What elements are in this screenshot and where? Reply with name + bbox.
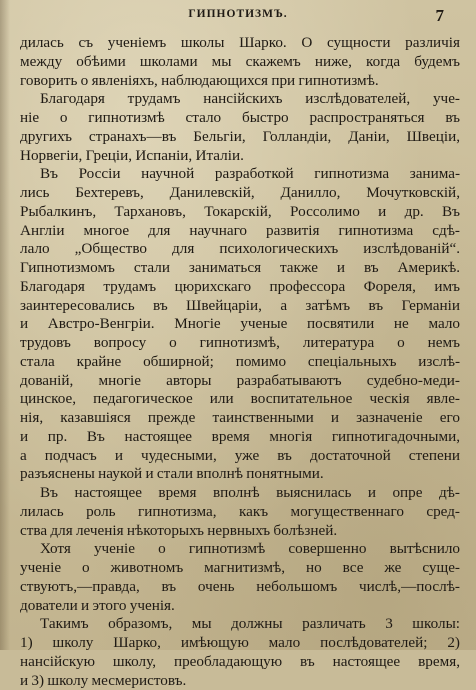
text-line: другихъ странахъ—въ Бельгіи, Голландіи, Даніи, Швеціи, bbox=[20, 128, 460, 147]
text-line: цинское, педагогическое или воспитательное ческія явле- bbox=[20, 390, 460, 409]
text-line: а подчасъ и чудесными, уже въ достаточной степени bbox=[20, 447, 460, 466]
text-line: ніе о гипнотизмѣ стало быстро распространяться въ bbox=[20, 109, 460, 128]
paragraph bbox=[20, 540, 460, 615]
text-line: Рыбалкинъ, Тархановъ, Токарскій, Россолимо и др. Въ bbox=[20, 203, 460, 222]
page-edge-shadow bbox=[0, 0, 10, 650]
text-line: ученіе о животномъ магнитизмѣ, но все же суще- bbox=[20, 559, 460, 578]
text-line: дилась съ ученіемъ школы Шарко. О сущности различія bbox=[20, 34, 460, 53]
text-line: нансійскую школу, преобладающую въ настоящее время, bbox=[20, 653, 460, 672]
body-text bbox=[20, 34, 460, 690]
text-line: разъяснены наукой и стали вполнѣ понятными. bbox=[20, 465, 460, 484]
text-line: Норвегіи, Греціи, Испаніи, Италіи. bbox=[20, 147, 460, 166]
text-line: ства для леченія нѣкоторыхъ нервныхъ болѣзней. bbox=[20, 522, 460, 541]
text-line: и Австро-Венгріи. Многіе ученые посвятили не мало bbox=[20, 315, 460, 334]
paragraph bbox=[20, 90, 460, 165]
text-line: Благодаря трудамъ нансійскихъ изслѣдователей, уче- bbox=[20, 90, 460, 109]
paragraph bbox=[20, 484, 460, 540]
text-line: Хотя ученіе о гипнотизмѣ совершенно вытѣснило bbox=[20, 540, 460, 559]
text-line: нія, казавшіяся прежде таинственными и зазначеніе его bbox=[20, 409, 460, 428]
text-line: Въ настоящее время вполнѣ выяснилась и опре дѣ- bbox=[20, 484, 460, 503]
text-line: 1) школу Шарко, имѣющую мало послѣдователей; 2) bbox=[20, 634, 460, 653]
text-line: и 3) школу месмеристовъ. bbox=[20, 672, 460, 690]
running-head: ГИПНОТИЗМЪ. bbox=[0, 8, 476, 20]
text-line: Такимъ образомъ, мы должны различать 3 школы: bbox=[20, 615, 460, 634]
text-line: лало „Общество для психологическихъ изслѣдованій“. bbox=[20, 240, 460, 259]
text-line: лись Бехтеревъ, Данилевскій, Данилло, Мочутковскій, bbox=[20, 184, 460, 203]
text-line: заинтересовались въ Швейцаріи, а затѣмъ въ Германіи bbox=[20, 297, 460, 316]
text-line: дованій, многіе авторы разрабатываютъ судебно-меди- bbox=[20, 372, 460, 391]
text-line: дователи и этого ученія. bbox=[20, 597, 460, 616]
text-line: Въ Россіи научной разработкой гипнотизма занима- bbox=[20, 165, 460, 184]
page-header bbox=[0, 6, 476, 26]
text-line: Гипнотизмомъ стали заниматься также и въ Америкѣ. bbox=[20, 259, 460, 278]
text-line: лилась роль гипнотизма, какъ могущественнаго сред- bbox=[20, 503, 460, 522]
paragraph bbox=[20, 615, 460, 690]
text-line: трудовъ вопросу о гипнотизмѣ, литература о немъ bbox=[20, 334, 460, 353]
page-number: 7 bbox=[436, 6, 445, 26]
text-line: говорить о явленіяхъ, наблюдающихся при гипнотизмѣ. bbox=[20, 72, 460, 91]
text-line: ствуютъ,—правда, въ очень небольшомъ числѣ,—послѣ- bbox=[20, 578, 460, 597]
text-line: Благодаря трудамъ цюрихскаго профессора Фореля, имъ bbox=[20, 278, 460, 297]
text-line: стала крайне обширной; помимо спеціальныхъ изслѣ- bbox=[20, 353, 460, 372]
text-line: между обѣими школами мы скажемъ ниже, когда будемъ bbox=[20, 53, 460, 72]
paragraph bbox=[20, 165, 460, 484]
text-line: и пр. Въ настоящее время многія гипнотигадочными, bbox=[20, 428, 460, 447]
paragraph bbox=[20, 34, 460, 90]
text-line: Англіи многое для научнаго развитія гипнотизма сдѣ- bbox=[20, 222, 460, 241]
